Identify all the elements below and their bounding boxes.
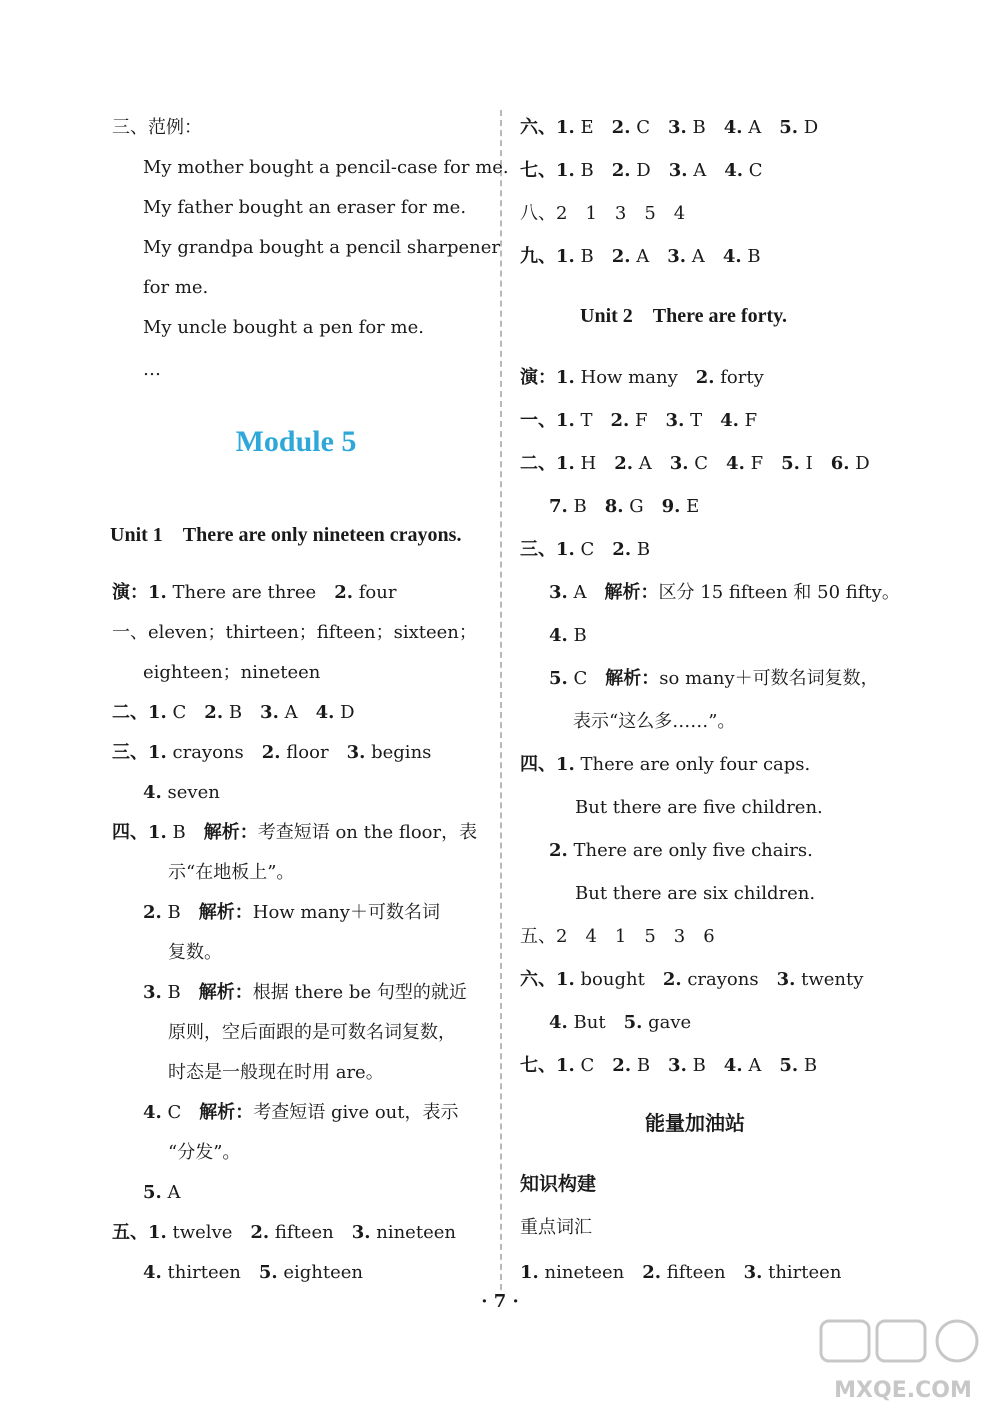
unit1-answer-line-6: 4. seven — [143, 782, 220, 803]
example-line-2: My mother bought a pencil-case for me. — [143, 157, 509, 178]
example-line-4: My grandpa bought a pencil sharpener — [143, 237, 501, 258]
unit-2-title: Unit 2 There are forty. — [580, 305, 788, 327]
column-divider — [500, 110, 502, 1290]
page-number: · 7 · — [481, 1291, 519, 1312]
unit1-answer-line-3: eighteen；nineteen — [143, 662, 321, 683]
subsection-title: 知识构建 — [520, 1173, 597, 1195]
unit1-answer-line-14: 4. C 解析：考查短语 give out，表示 — [143, 1102, 459, 1123]
unit2-answer-line-14: 五、2 4 1 5 3 6 — [520, 926, 715, 947]
unit2-answer-line-10: 四、1. There are only four caps. — [520, 754, 811, 775]
unit2-answer-line-3: 二、1. H 2. A 3. C 4. F 5. I 6. D — [520, 453, 870, 474]
unit1-answer-line-1: 演：1. There are three 2. four — [112, 582, 397, 603]
watermark-text: MXQE.COM — [834, 1378, 972, 1403]
unit2-answer-line-8: 5. C 解析：so many＋可数名词复数， — [549, 668, 879, 689]
example-line-6: My uncle bought a pen for me. — [143, 317, 424, 338]
unit1-answer-line-7: 四、1. B 解析：考查短语 on the floor，表 — [112, 822, 478, 843]
unit2-answer-line-9: 表示“这么多……”。 — [573, 711, 736, 732]
unit1-answer-line-13: 时态是一般现在时用 are。 — [168, 1062, 384, 1083]
unit2-answer-line-11: But there are five children. — [575, 797, 823, 818]
unit2-answer-line-13: But there are six children. — [575, 883, 816, 904]
unit1-answer-line-11: 3. B 解析：根据 there be 句型的就近 — [143, 982, 467, 1003]
vocab-line: 1. nineteen 2. fifteen 3. thirteen — [520, 1262, 842, 1283]
example-line-3: My father bought an eraser for me. — [143, 197, 467, 218]
unit2-answer-line-15: 六、1. bought 2. crayons 3. twenty — [520, 969, 864, 990]
unit1-answer-line-2: 一、eleven；thirteen；fifteen；sixteen； — [112, 622, 477, 643]
unit-1-title: Unit 1 There are only nineteen crayons. — [110, 524, 462, 546]
watermark-logo — [815, 1317, 990, 1407]
subheading: 重点词汇 — [520, 1217, 592, 1238]
example-line-7: … — [143, 359, 161, 380]
unit2-answer-line-6: 3. A 解析：区分 15 fifteen 和 50 fifty。 — [549, 582, 900, 603]
unit2-answer-line-12: 2. There are only five chairs. — [549, 840, 813, 861]
unit1-answer-line-4: 二、1. C 2. B 3. A 4. D — [112, 702, 355, 723]
section-title: 能量加油站 — [645, 1111, 745, 1135]
unit2-answer-line-7: 4. B — [549, 625, 587, 646]
unit2-answer-line-16: 4. But 5. gave — [549, 1012, 692, 1033]
unit2-answer-line-5: 三、1. C 2. B — [520, 539, 651, 560]
unit2-answer-line-17: 七、1. C 2. B 3. B 4. A 5. B — [520, 1055, 818, 1076]
module4-answer-line-4: 九、1. B 2. A 3. A 4. B — [520, 246, 761, 267]
module-title: Module 5 — [235, 425, 357, 458]
unit1-answer-line-9: 2. B 解析：How many＋可数名词 — [143, 902, 440, 923]
unit2-answer-line-4: 7. B 8. G 9. E — [549, 496, 700, 517]
unit1-answer-line-10: 复数。 — [168, 942, 222, 963]
module4-answer-line-1: 六、1. E 2. C 3. B 4. A 5. D — [520, 117, 819, 138]
example-line-5: for me. — [143, 277, 209, 298]
unit1-answer-line-16: 5. A — [143, 1182, 181, 1203]
unit1-answer-line-15: “分发”。 — [168, 1142, 241, 1163]
example-line-1: 三、范例： — [112, 117, 202, 138]
unit2-answer-line-1: 演：1. How many 2. forty — [520, 367, 764, 388]
module4-answer-line-2: 七、1. B 2. D 3. A 4. C — [520, 160, 763, 181]
unit1-answer-line-18: 4. thirteen 5. eighteen — [143, 1262, 364, 1283]
unit1-answer-line-12: 原则，空后面跟的是可数名词复数， — [168, 1022, 456, 1043]
unit1-answer-line-5: 三、1. crayons 2. floor 3. begins — [112, 742, 432, 763]
unit2-answer-line-2: 一、1. T 2. F 3. T 4. F — [520, 410, 758, 431]
unit1-answer-line-8: 示“在地板上”。 — [168, 862, 295, 883]
module4-answer-line-3: 八、2 1 3 5 4 — [520, 203, 686, 224]
unit1-answer-line-17: 五、1. twelve 2. fifteen 3. nineteen — [112, 1222, 456, 1243]
